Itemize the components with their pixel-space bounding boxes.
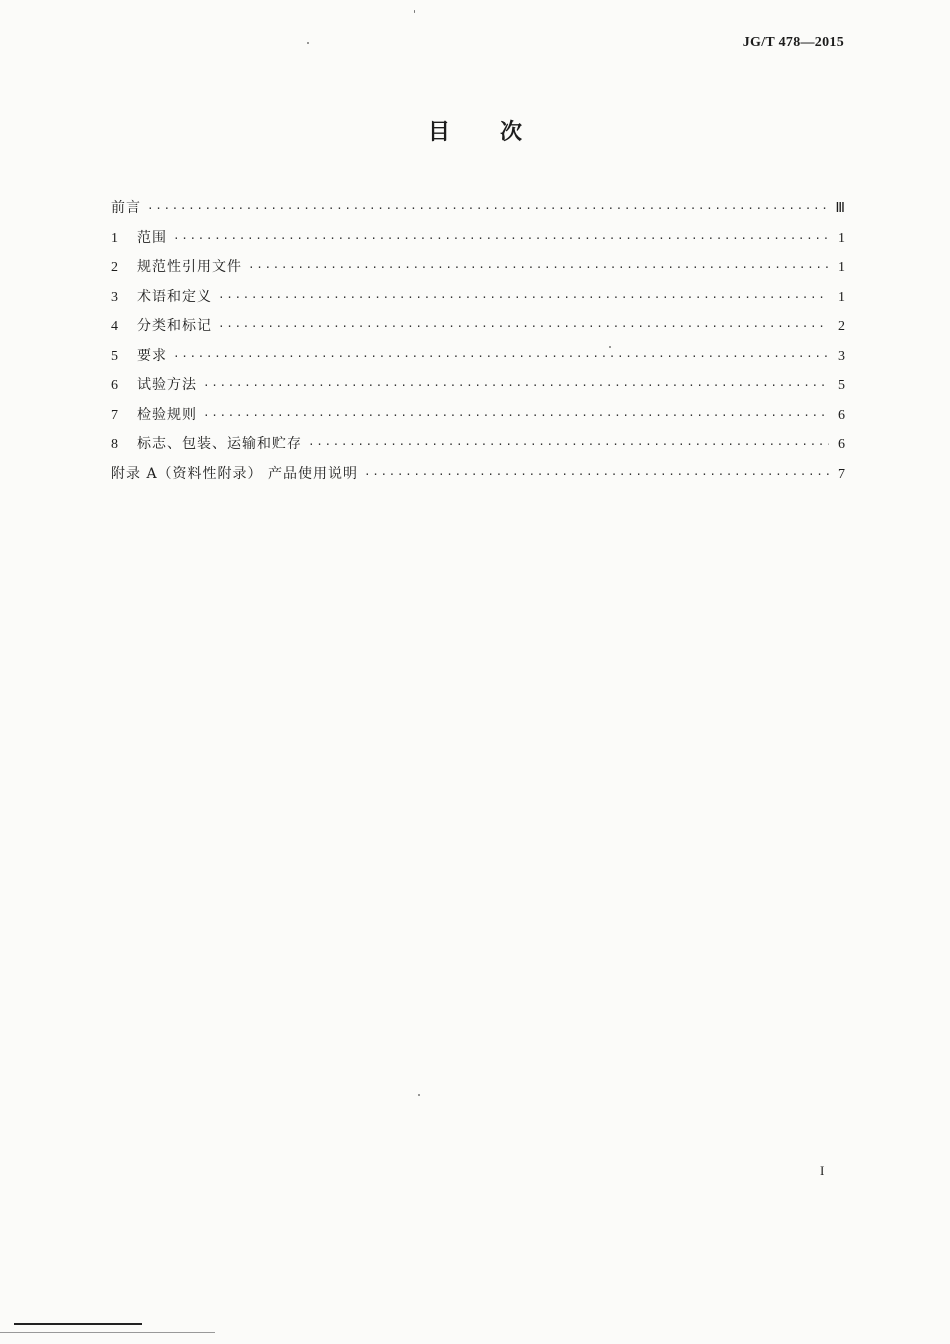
toc-entry-label: 要求: [137, 347, 167, 364]
toc-entry-page: 2: [838, 319, 845, 334]
toc-entry-6[interactable]: [111, 371, 845, 401]
toc-entry-number: 6: [111, 378, 118, 393]
scan-speck: [414, 10, 415, 13]
scan-edge-line: [0, 1332, 215, 1333]
toc-entry-page: 7: [838, 466, 845, 482]
toc-entry-label: 规范性引用文件: [137, 259, 242, 275]
toc-entry-label: 试验方法: [137, 377, 197, 393]
page-number: I: [820, 1163, 825, 1178]
toc-entry-number: 3: [111, 289, 118, 305]
scan-speck: [418, 1094, 420, 1096]
toc-entry-page: 6: [838, 437, 845, 452]
toc-entry-label: 附录 A（资料性附录） 产品使用说明: [111, 465, 359, 482]
toc-entry-number: 4: [111, 319, 118, 334]
toc-entry-number: 1: [111, 230, 118, 246]
toc-entry-label: 术语和定义: [137, 288, 212, 305]
toc-entry-number: 7: [111, 407, 118, 423]
toc-leader-dots: [364, 460, 829, 490]
toc-entry-3[interactable]: [111, 283, 845, 313]
toc-leader-dots: [308, 430, 829, 460]
toc-entry-page: 6: [838, 407, 845, 423]
toc-entry-label: 前言: [111, 200, 141, 216]
toc-entry-page: Ⅲ: [835, 201, 845, 216]
toc-entry-page: 1: [838, 260, 845, 275]
toc-entry-1[interactable]: [111, 224, 845, 254]
toc-entry-number: 8: [111, 437, 118, 452]
toc-entry-7[interactable]: [111, 401, 845, 431]
document-code: JG/T 478—2015: [742, 35, 844, 50]
toc-leader-dots: [248, 253, 829, 283]
table-of-contents: [111, 194, 845, 489]
toc-entry-foreword[interactable]: [111, 194, 845, 224]
toc-entry-page: 3: [838, 348, 845, 364]
scan-speck: [609, 346, 611, 348]
toc-entry-label: 检验规则: [137, 406, 197, 423]
toc-entry-5[interactable]: [111, 342, 845, 372]
toc-leader-dots: [173, 224, 829, 254]
scan-edge-line: [14, 1323, 142, 1325]
toc-entry-2[interactable]: [111, 253, 845, 283]
toc-entry-page: 1: [838, 289, 845, 305]
toc-leader-dots: [173, 342, 829, 372]
page-title: 目次: [427, 120, 572, 145]
toc-leader-dots: [218, 283, 829, 313]
toc-leader-dots: [147, 194, 829, 224]
toc-entry-page: 5: [838, 378, 845, 393]
toc-leader-dots: [218, 312, 829, 342]
toc-leader-dots: [203, 371, 829, 401]
scan-speck: [307, 42, 309, 44]
toc-entry-label: 标志、包装、运输和贮存: [137, 436, 302, 452]
toc-entry-number: 5: [111, 348, 118, 364]
toc-leader-dots: [203, 401, 829, 431]
toc-entry-label: 分类和标记: [137, 318, 212, 334]
toc-entry-number: 2: [111, 260, 118, 275]
toc-entry-page: 1: [838, 230, 845, 246]
toc-entry-label: 范围: [137, 229, 167, 246]
toc-entry-4[interactable]: [111, 312, 845, 342]
toc-entry-annex-a[interactable]: [111, 460, 845, 490]
toc-entry-8[interactable]: [111, 430, 845, 460]
